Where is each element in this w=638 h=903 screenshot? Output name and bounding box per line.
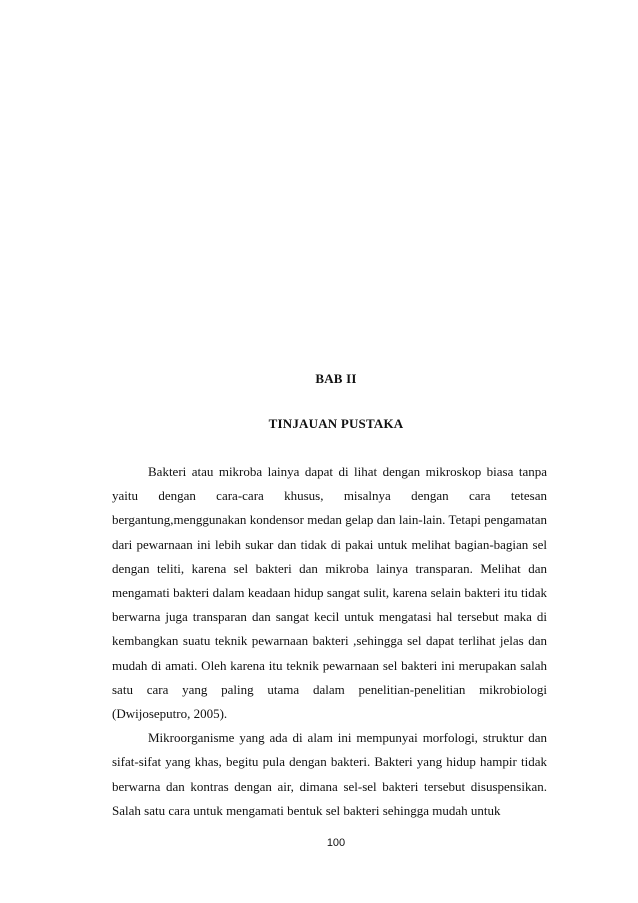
paragraph-2: Mikroorganisme yang ada di alam ini mempunyai morfologi, struktur dan sifat-sifat yang khas, begitu pula dengan bakteri. Bakteri yang hidup hampir tidak berwarna dan kontras dengan air, dimana sel-sel bakteri tersebut disuspensikan. Salah satu cara untuk mengamati bentuk sel bakteri sehingga mudah untuk [112,730,547,818]
page-number: 100 [326,837,346,849]
chapter-title: TINJAUAN PUSTAKA [268,416,404,431]
chapter-number: BAB II [315,371,357,386]
paragraph-1: Bakteri atau mikroba lainya dapat di lihat dengan mikroskop biasa tanpa yaitu dengan cara-cara khusus, misalnya dengan cara tetesan bergantung,menggunakan kondensor medan gelap dan lain-lain. Tetapi pengamatan dari pewarnaan ini lebih sukar dan tidak di pakai untuk melihat bagian-bagian sel dengan teliti, karena sel bakteri dan mikroba lainya transparan. Melihat dan mengamati bakteri dalam keadaan hidup sangat sulit, karena selain bakteri itu tidak berwarna juga transparan dan sangat kecil untuk mengatasi hal tersebut maka di kembangkan suatu teknik pewarnaan bakteri ,sehingga sel dapat terlihat jelas dan mudah di amati. Oleh karena itu teknik pewarnaan sel bakteri ini merupakan salah satu cara yang paling utama dalam penelitian-penelitian mikrobiologi (Dwijoseputro, 2005). [112,464,547,722]
body-text [112,460,547,823]
